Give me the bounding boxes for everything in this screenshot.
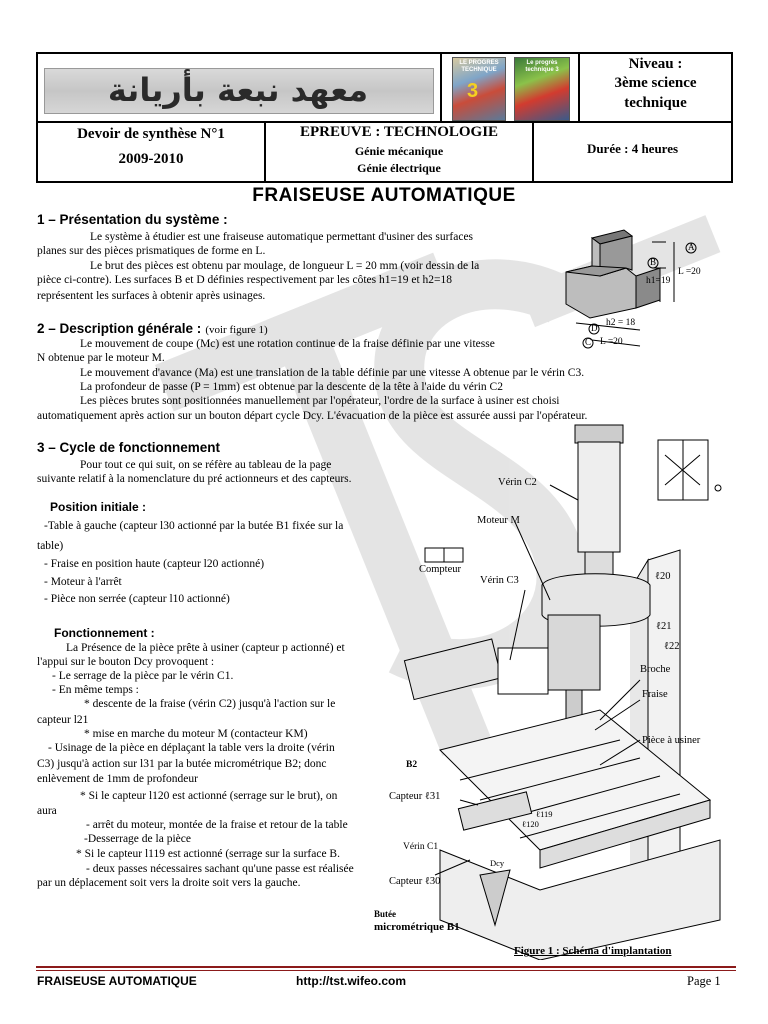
footer-page: Page 1 [687, 974, 721, 988]
machine-column [648, 550, 680, 900]
fig-label-l120: ℓ120 [522, 819, 539, 829]
fig-label-micrometrique: micrométrique B1 [374, 921, 460, 933]
sec1-p2c: représentent les surfaces à obtenir après usinages. [37, 290, 266, 302]
section-2-heading [37, 320, 268, 338]
piece-label-a: A [688, 242, 695, 252]
section-3-title: 3 – Cycle de fonctionnement [37, 440, 221, 455]
fig-label-capteur-l31: Capteur ℓ31 [389, 791, 441, 802]
piece-label-c: C [585, 337, 592, 347]
section-2-title: 2 – Description générale : [37, 321, 202, 336]
fonc-line-6: capteur l21 [37, 714, 89, 726]
footer-rule-top [36, 966, 736, 968]
fig-label-fraise: Fraise [642, 689, 668, 700]
duree: Durée : 4 heures [586, 141, 679, 156]
piece-drawing [556, 228, 722, 352]
piece-dim-h2: h2 = 18 [606, 318, 636, 328]
footer-url[interactable]: http://tst.wifeo.com [296, 974, 406, 988]
sec2-l4: La profondeur de passe (P = 1mm) est obtenue par la descente de la tête à l'aide du vérin C2 [80, 381, 503, 393]
epreuve-title: EPREUVE : TECHNOLOGIE [299, 124, 499, 140]
fonc-line-4: - En même temps : [52, 684, 139, 696]
devoir-title: Devoir de synthèse N°1 [77, 126, 225, 142]
verin-c3-body [404, 639, 501, 700]
branch-elec: Génie électrique [357, 161, 441, 175]
fonc-line-1: La Présence de la pièce prête à usiner (capteur p actionné) et [66, 642, 345, 654]
fonc-line-9: C3) jusqu'à action sur l31 par la butée micrométrique B2; donc [37, 758, 327, 770]
moteur-m-body [548, 615, 600, 690]
fig-label-verin-c2: Vérin C2 [498, 477, 537, 488]
devoir-year: 2009-2010 [118, 151, 184, 167]
fonc-line-2: l'appui sur le bouton Dcy provoquent : [37, 656, 215, 668]
fonc-line-3: - Le serrage de la pièce par le vérin C1. [52, 670, 234, 682]
sec2-l3: Le mouvement d'avance (Ma) est une translation de la table définie par une vitesse A obtenue par le vérin C3. [80, 367, 585, 379]
fonc-line-15: * Si le capteur l119 est actionné (serrage sur la surface B. [76, 848, 340, 860]
branch-meca: Génie mécanique [354, 144, 444, 158]
fig-label-compteur: Compteur [419, 564, 461, 575]
figure-1-machine [400, 420, 740, 960]
footer-rule-bottom [36, 970, 736, 971]
pos-line-5: - Pièce non serrée (capteur l10 actionné) [44, 593, 230, 605]
sec3-l1: Pour tout ce qui suit, on se réfère au tableau de la page [80, 459, 332, 471]
magazine-cover-1: LE PROGRES TECHNIQUE 3 [452, 57, 506, 121]
fig-label-verin-c1: Vérin C1 [403, 842, 439, 852]
fig-label-b2: B2 [406, 760, 418, 770]
fig-label-broche: Broche [640, 664, 671, 675]
section-1-title: 1 – Présentation du système : [37, 212, 228, 227]
piece-label-b: B [650, 257, 657, 267]
level-value-2: technique [624, 95, 687, 111]
fonc-line-13: - arrêt du moteur, montée de la fraise et retour de la table [86, 819, 348, 831]
fonctionnement-title: Fonctionnement : [54, 626, 155, 640]
fonc-line-5: * descente de la fraise (vérin C2) jusqu'à l'action sur le [84, 698, 336, 710]
fig-label-l21: ℓ21 [656, 621, 672, 632]
level-value: 3ème science [614, 75, 697, 91]
piece-label-d: D [591, 323, 598, 333]
magazine-cover-2: Le progrès technique 3 [514, 57, 570, 121]
fonc-line-11: * Si le capteur l120 est actionné (serrage sur le brut), on [80, 790, 338, 802]
pos-line-1: -Table à gauche (capteur l30 actionné par la butée B1 fixée sur la [44, 520, 344, 532]
level-label: Niveau : [628, 56, 683, 72]
sec2-l1: Le mouvement de coupe (Mc) est une rotation continue de la fraise définie par une vitesse [80, 338, 495, 350]
verin-c2-body [575, 425, 623, 443]
sec1-p1b: planes sur des pièces prismatiques de forme en L. [37, 245, 266, 257]
sec2-l5: Les pièces brutes sont positionnées manuellement par l'opérateur, l'ordre de la surface à usiner est choisi [80, 395, 560, 407]
pos-line-4: - Moteur à l'arrêt [44, 576, 122, 588]
piece-dim-l2: L =20 [600, 337, 623, 347]
institute-name: معهد نبعة بأريانة [107, 71, 369, 109]
sec1-p2b: pièce ci-contre). Les surfaces B et D définies respectivement par les côtes h1=19 et h2=18 [37, 274, 452, 286]
fonc-line-17: par un déplacement soit vers la droite soit vers la gauche. [37, 877, 301, 889]
sec2-l6: automatiquement après action sur un bouton départ cycle Dcy. L'évacuation de la pièce est assurée aussi par l'opérateur. [37, 410, 588, 422]
fig-label-l22: ℓ22 [664, 641, 680, 652]
sec3-l2: suivante relatif à la nomenclature du pré actionneurs et des capteurs. [37, 473, 352, 485]
fonc-line-16: - deux passes nécessaires sachant qu'une passe est réalisée [86, 863, 354, 875]
figure-1-caption: Figure 1 : Schéma d'implantation [514, 945, 672, 957]
fig-label-verin-c3: Vérin C3 [480, 575, 519, 586]
fig-label-l119: ℓ119 [536, 809, 553, 819]
piece-dim-l: L =20 [678, 267, 701, 277]
fonc-line-14: -Desserrage de la pièce [84, 833, 191, 845]
position-initiale-title: Position initiale : [50, 500, 147, 514]
fig-label-l20: ℓ20 [655, 571, 671, 582]
piece-base-face [636, 268, 660, 308]
pos-line-2: table) [37, 540, 64, 552]
fig-label-dcy: Dcy [490, 858, 505, 868]
fig-label-piece: Pièce à usiner [642, 735, 701, 746]
section-2-note: (voir figure 1) [205, 324, 268, 336]
sec1-p1a: Le système à étudier est une fraiseuse automatique permettant d'usiner des surfaces [90, 231, 474, 243]
pos-line-3: - Fraise en position haute (capteur l20 actionné) [44, 558, 265, 570]
sec2-l2: N obtenue par le moteur M. [37, 352, 165, 364]
fig-label-butee: Butée [374, 909, 396, 919]
valve-middle [498, 648, 548, 694]
machine-base [440, 840, 720, 960]
fonc-line-12: aura [37, 805, 57, 817]
fonc-line-7: * mise en marche du moteur M (contacteur KM) [84, 728, 308, 740]
page-title: FRAISEUSE AUTOMATIQUE [252, 185, 516, 206]
fig-label-moteur-m: Moteur M [477, 515, 520, 526]
piece-dim-h1: h1=19 [646, 276, 671, 286]
fonc-line-10: enlèvement de 1mm de profondeur [37, 773, 198, 785]
fig-label-capteur-l30: Capteur ℓ30 [389, 876, 441, 887]
fonc-line-8: - Usinage de la pièce en déplaçant la table vers la droite (vérin [48, 742, 335, 754]
sec1-p2a: Le brut des pièces est obtenu par moulage, de longueur L = 20 mm (voir dessin de la [90, 260, 480, 272]
footer-title: FRAISEUSE AUTOMATIQUE [37, 974, 197, 988]
